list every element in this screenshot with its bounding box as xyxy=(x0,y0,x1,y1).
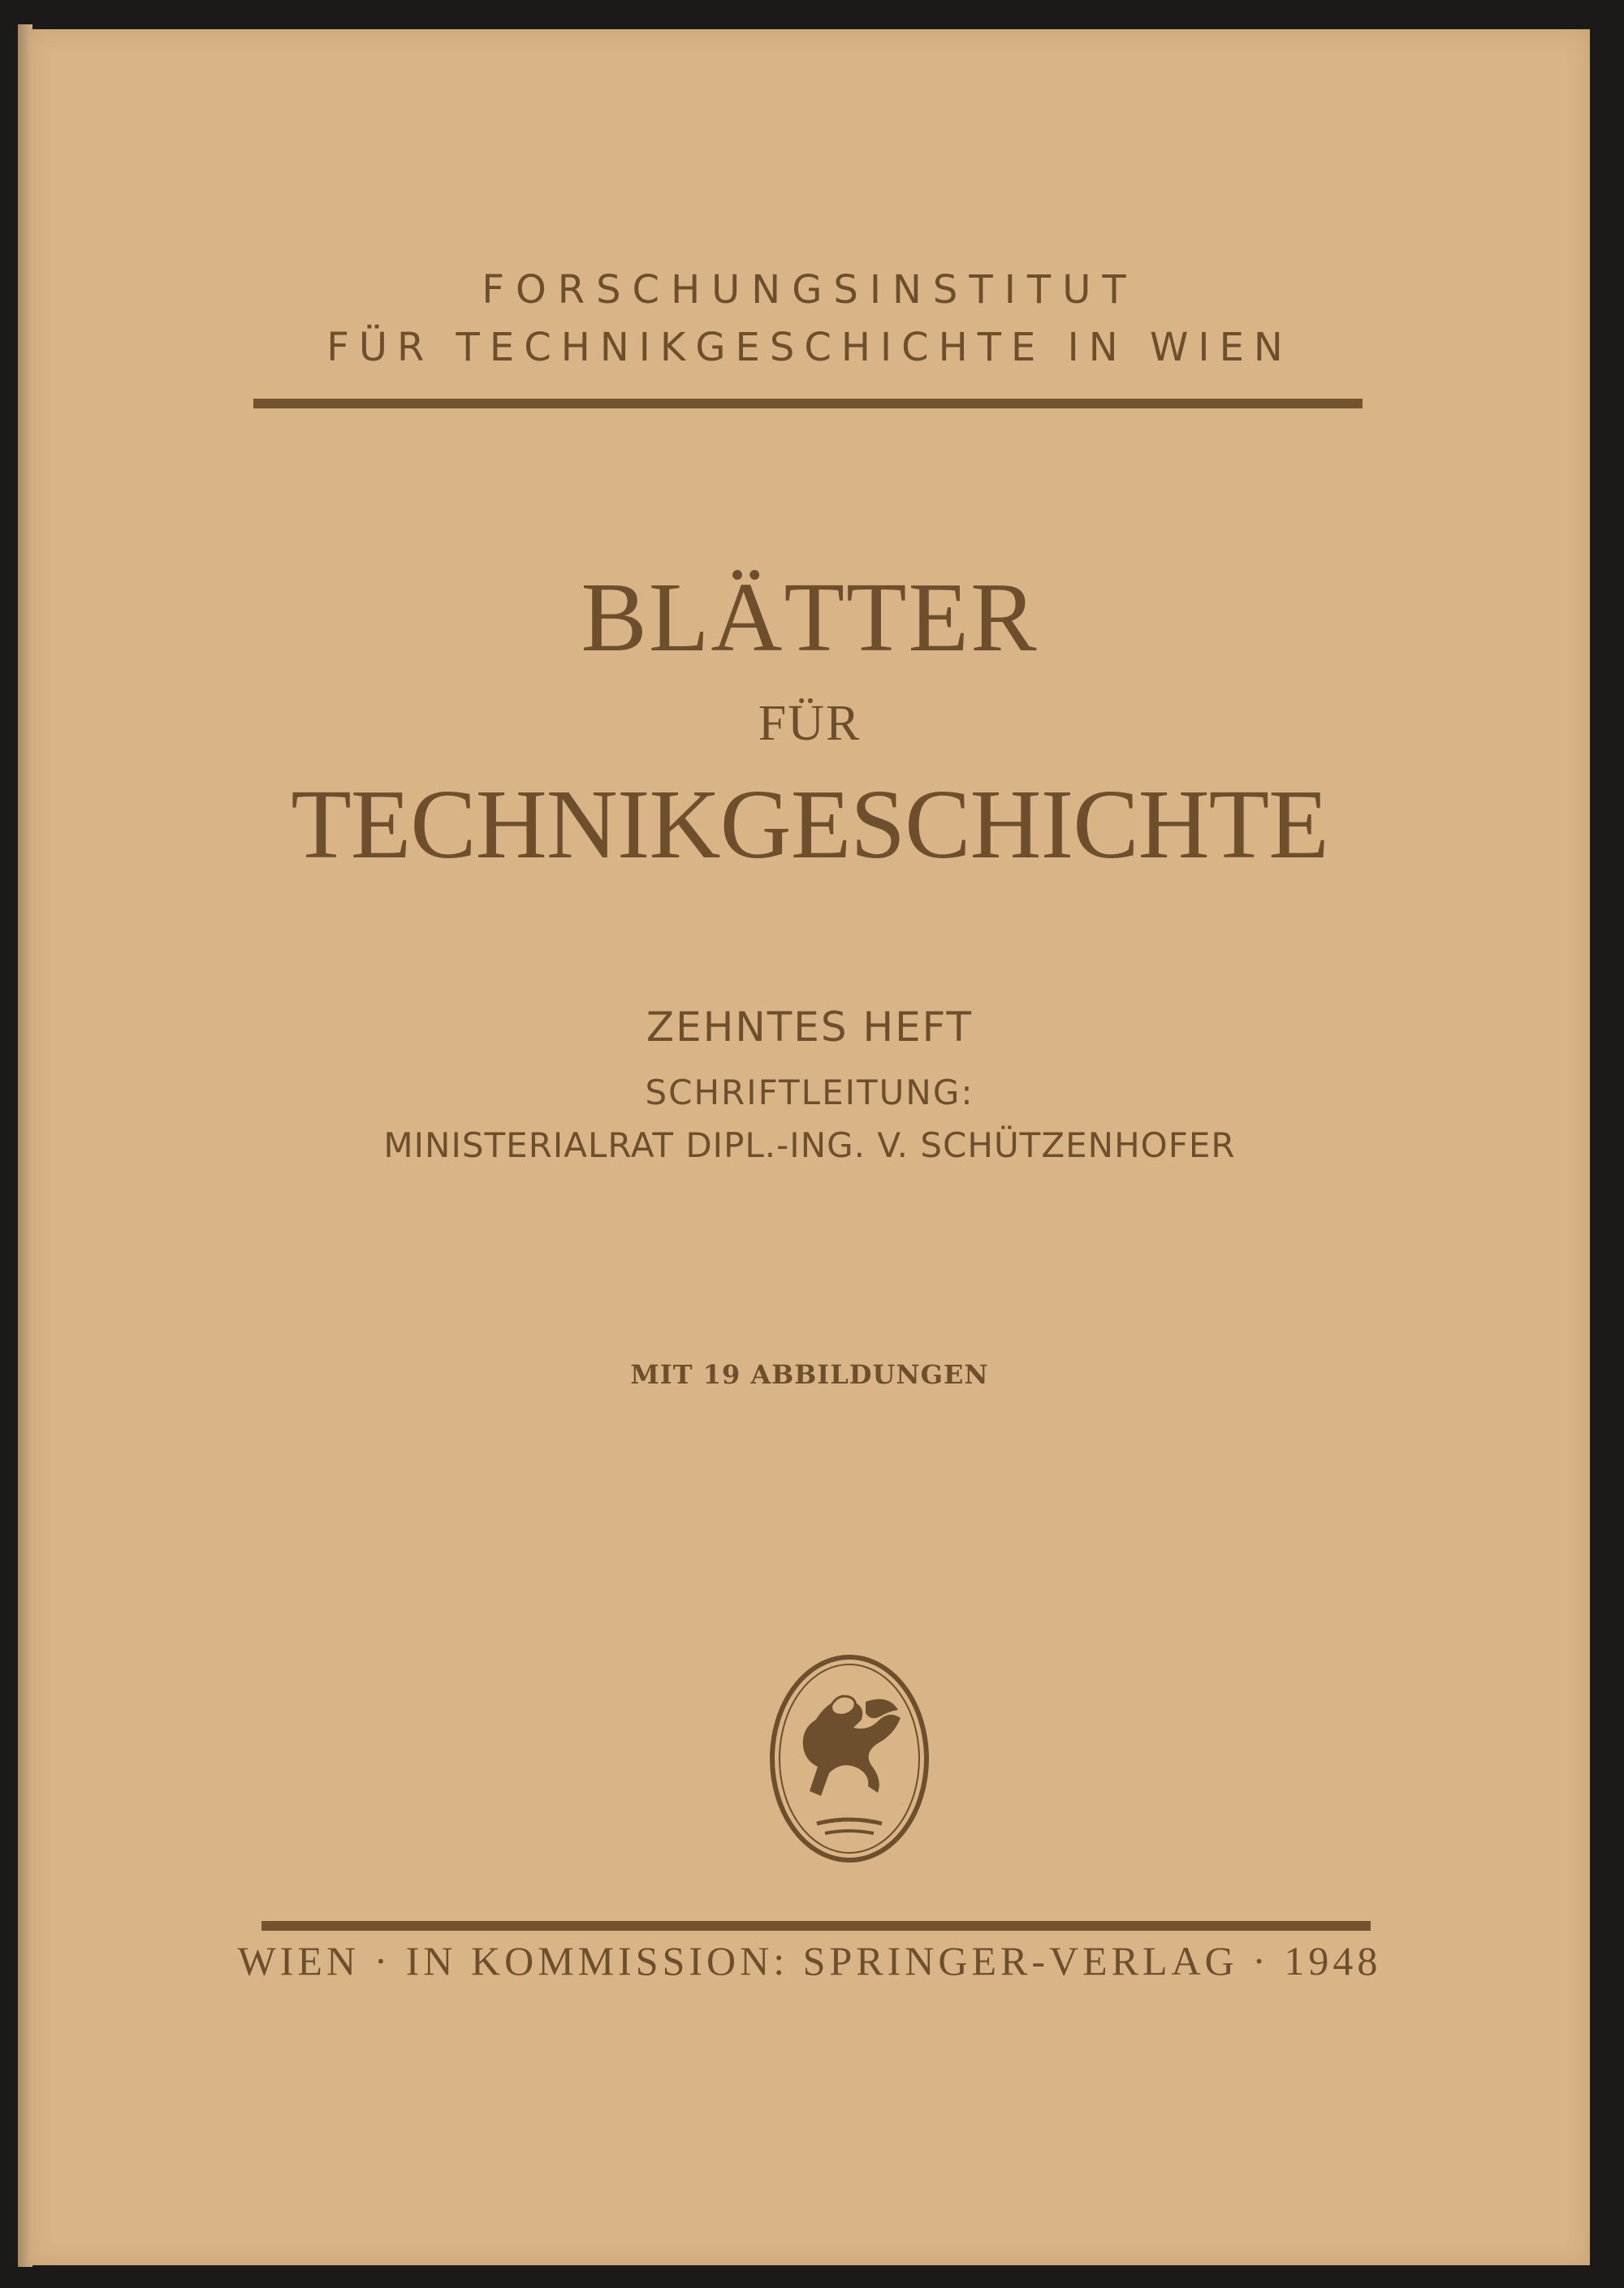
top-divider xyxy=(253,399,1363,408)
issue-label: ZEHNTES HEFT xyxy=(646,1004,974,1051)
institute-line-2: FÜR TECHNIKGESCHICHTE IN WIEN xyxy=(326,325,1293,370)
title-line-1: BLÄTTER xyxy=(581,563,1039,672)
title-line-2: FÜR xyxy=(758,696,862,751)
institute-line-1: FORSCHUNGSINSTITUT xyxy=(482,267,1138,313)
editor-label: SCHRIFTLEITUNG: xyxy=(645,1073,974,1112)
book-cover xyxy=(29,29,1590,2265)
illustrations-note: MIT 19 ABBILDUNGEN xyxy=(630,1359,989,1390)
publisher-horse-seal-icon xyxy=(768,1653,931,1864)
publisher-line: WIEN · IN KOMMISSION: SPRINGER-VERLAG · 1948 xyxy=(237,1938,1382,1984)
title-line-3: TECHNIKGESCHICHTE xyxy=(291,770,1328,879)
editor-name: MINISTERIALRAT DIPL.-ING. V. SCHÜTZENHOFER xyxy=(383,1125,1236,1165)
bottom-divider xyxy=(261,1921,1371,1931)
